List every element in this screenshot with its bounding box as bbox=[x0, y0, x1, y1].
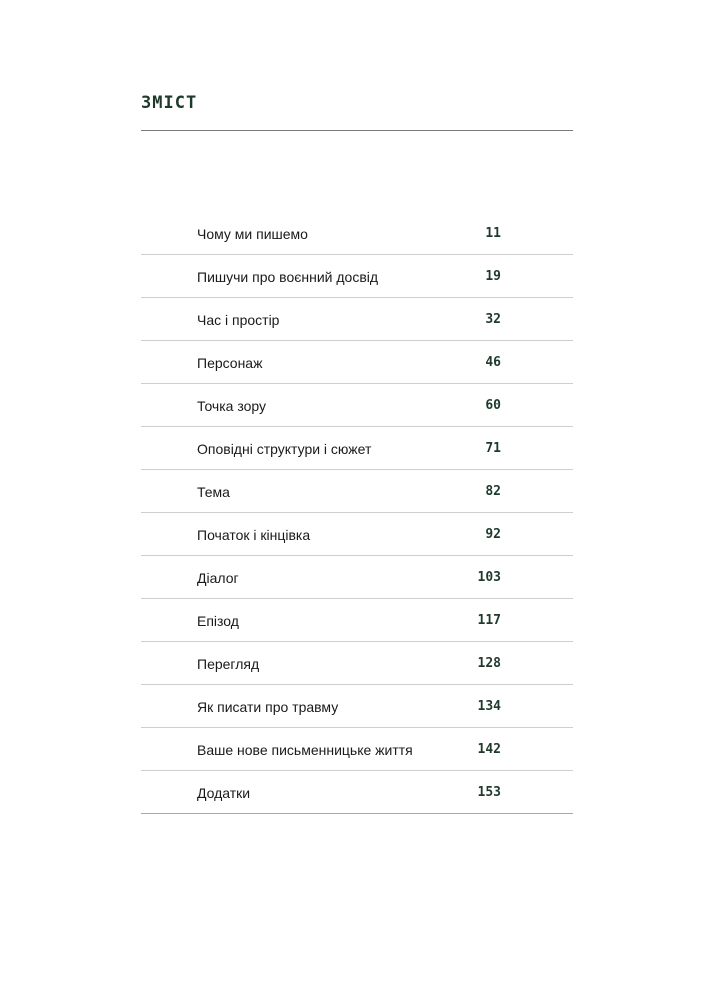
toc-entry-page-number: 153 bbox=[477, 785, 501, 800]
toc-entry-title: Перегляд bbox=[197, 656, 260, 672]
toc-entry[interactable] bbox=[141, 427, 573, 470]
toc-entry-title: Як писати про травму bbox=[197, 699, 339, 715]
toc-entry-page-number: 11 bbox=[485, 226, 501, 241]
toc-entry[interactable] bbox=[141, 642, 573, 685]
toc-entry-page-number: 60 bbox=[485, 398, 501, 413]
toc-entry-page-number: 128 bbox=[477, 656, 501, 671]
toc-entry-title: Точка зору bbox=[197, 398, 267, 414]
toc-entry-title: Ваше нове письменницьке життя bbox=[197, 742, 413, 758]
toc-entry-page-number: 103 bbox=[477, 570, 501, 585]
toc-entry[interactable] bbox=[141, 255, 573, 298]
toc-entry-page-number: 71 bbox=[485, 441, 501, 456]
toc-entry-title: Час і простір bbox=[197, 312, 280, 328]
toc-entry-page-number: 117 bbox=[477, 613, 501, 628]
toc-entry-page-number: 46 bbox=[485, 355, 501, 370]
toc-entry-title: Діалог bbox=[197, 570, 239, 586]
title-divider bbox=[141, 130, 573, 131]
toc-entry-title: Персонаж bbox=[197, 355, 263, 371]
toc-entry-page-number: 142 bbox=[477, 742, 501, 757]
toc-entry-page-number: 19 bbox=[485, 269, 501, 284]
toc-entry[interactable] bbox=[141, 556, 573, 599]
toc-entry-title: Чому ми пишемо bbox=[197, 226, 308, 242]
toc-entry[interactable] bbox=[141, 685, 573, 728]
toc-entry-title: Тема bbox=[197, 484, 230, 500]
toc-entry-page-number: 32 bbox=[485, 312, 501, 327]
toc-entry[interactable] bbox=[141, 384, 573, 427]
toc-entry-title: Епізод bbox=[197, 613, 239, 629]
toc-entry[interactable] bbox=[141, 513, 573, 556]
toc-entry-page-number: 134 bbox=[477, 699, 501, 714]
toc-entry[interactable] bbox=[141, 212, 573, 255]
toc-entry[interactable] bbox=[141, 341, 573, 384]
toc-entry-title: Оповідні структури і сюжет bbox=[197, 441, 372, 457]
toc-entry[interactable] bbox=[141, 470, 573, 513]
page-title: ЗМІСТ bbox=[141, 93, 198, 113]
toc-entry-page-number: 82 bbox=[485, 484, 501, 499]
toc-entry[interactable] bbox=[141, 298, 573, 341]
toc-entry-title: Початок і кінцівка bbox=[197, 527, 311, 543]
toc-entry-title: Пишучи про воєнний досвід bbox=[197, 269, 379, 285]
toc-entry-title: Додатки bbox=[197, 785, 251, 801]
table-of-contents bbox=[141, 212, 573, 814]
toc-entry[interactable] bbox=[141, 599, 573, 642]
toc-entry[interactable] bbox=[141, 771, 573, 814]
toc-entry-page-number: 92 bbox=[485, 527, 501, 542]
toc-entry[interactable] bbox=[141, 728, 573, 771]
